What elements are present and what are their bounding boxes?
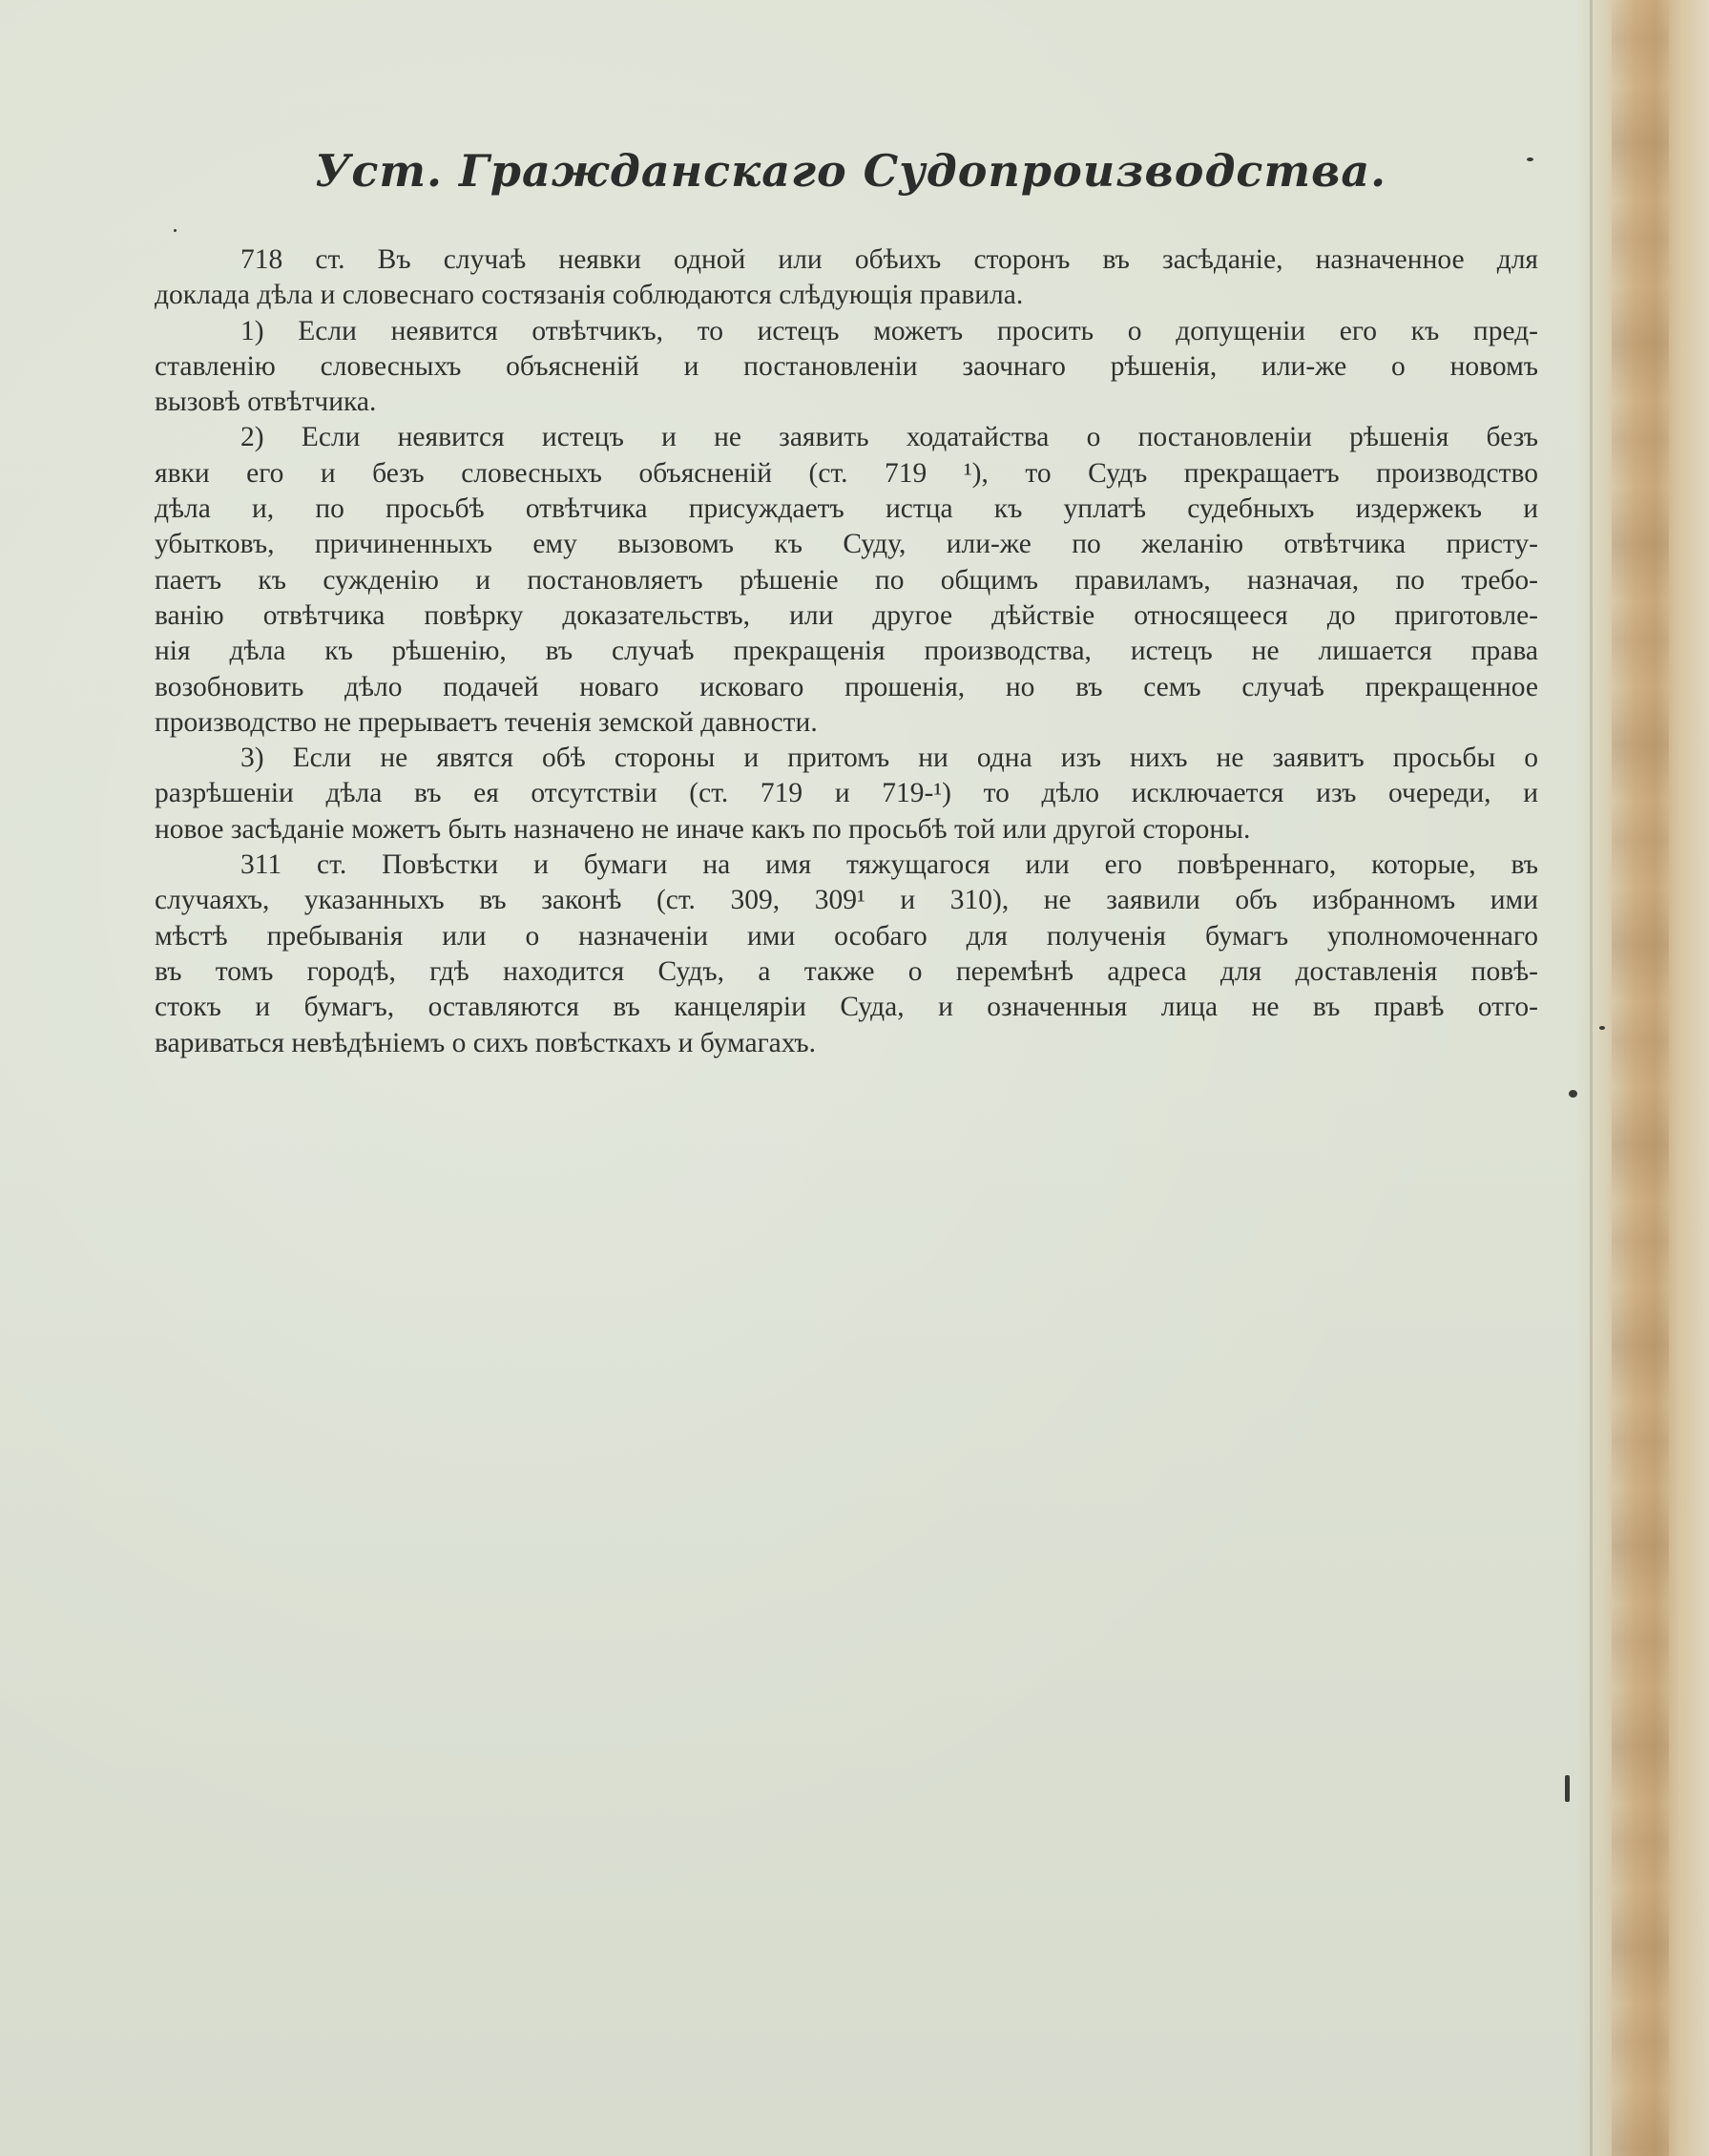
text-line: дѣла и, по просьбѣ отвѣтчика присуждаетъ истца къ уплатѣ судебныхъ издержекъ и <box>155 493 1538 525</box>
text-line: 2) Если неявится истецъ и не заявить ходатайства о постановленіи рѣшенія безъ <box>240 422 1538 453</box>
ink-speck <box>1565 1775 1570 1802</box>
document-heading: Уст. Гражданскаго Судопроизводства. <box>315 145 1387 197</box>
text-line: ставленію словесныхъ объясненій и постановленіи заочнаго рѣшенія, или-же о новомъ <box>155 350 1538 382</box>
text-line: явки его и безъ словесныхъ объясненій (ст. 719 ¹), то Судъ прекращаетъ производство <box>155 457 1538 489</box>
text-line: производство не прерываетъ теченія земской давности. <box>155 706 818 738</box>
aged-edge-stain <box>1575 0 1709 2156</box>
text-line: 1) Если неявится отвѣтчикъ, то истецъ можетъ просить о допущеніи его къ пред- <box>240 315 1538 346</box>
text-line: 718 ст. Въ случаѣ неявки одной или обѣихъ сторонъ въ засѣданіе, назначенное для <box>240 244 1538 275</box>
text-line: нія дѣла къ рѣшенію, въ случаѣ прекращенія производства, истецъ не лишается права <box>155 636 1538 667</box>
ink-speck <box>174 229 177 232</box>
paragraph-rule-2 <box>155 420 1538 741</box>
text-line: ванію отвѣтчика повѣрку доказательствъ, или другое дѣйствіе относящееся до приготовле- <box>155 599 1538 631</box>
paragraph-718 <box>155 242 1538 314</box>
text-line: новое засѣданіе можетъ быть назначено не иначе какъ по просьбѣ той или другой стороны. <box>155 813 1251 845</box>
ink-speck <box>1527 157 1533 161</box>
ink-speck <box>1569 1090 1577 1098</box>
text-line: убытковъ, причиненныхъ ему вызовомъ къ Суду, или-же по желанію отвѣтчика присту- <box>155 529 1538 560</box>
paragraph-rule-3 <box>155 741 1538 848</box>
paragraph-311 <box>155 848 1538 1061</box>
text-line: вариваться невѣдѣніемъ о сихъ повѣсткахъ и бумагахъ. <box>155 1027 817 1058</box>
document-body <box>155 242 1538 1061</box>
text-line: 3) Если не явятся обѣ стороны и притомъ ни одна изъ нихъ не заявитъ просьбы о <box>240 743 1538 774</box>
page-fold-line <box>1590 0 1593 2156</box>
text-line: 311 ст. Повѣстки и бумаги на имя тяжущагося или его повѣреннаго, которые, въ <box>240 849 1538 881</box>
text-line: стокъ и бумагъ, оставляются въ канцеляріи Суда, и означенныя лица не въ правѣ отго- <box>155 992 1538 1023</box>
text-line: вызовѣ отвѣтчика. <box>155 387 377 418</box>
text-line: случаяхъ, указанныхъ въ законѣ (ст. 309, 309¹ и 310), не заявили объ избранномъ ими <box>155 885 1538 916</box>
paragraph-rule-1 <box>155 314 1538 421</box>
text-line: доклада дѣла и словеснаго состязанія соблюдаются слѣдующія правила. <box>155 280 1024 311</box>
text-line: разрѣшеніи дѣла въ ея отсутствіи (ст. 719 и 719-¹) то дѣло исключается изъ очереди, и <box>155 778 1538 809</box>
text-line: въ томъ городѣ, гдѣ находится Судъ, а также о перемѣнѣ адреса для доставленія повѣ- <box>155 955 1538 987</box>
text-line: мѣстѣ пребыванія или о назначеніи ими особаго для полученія бумагъ уполномоченнаго <box>155 920 1538 952</box>
ink-speck <box>1599 1026 1605 1030</box>
text-line: возобновить дѣло подачей новаго исковаго прошенія, но въ семъ случаѣ прекращенное <box>155 671 1538 702</box>
text-line: паетъ къ сужденію и постановляетъ рѣшеніе по общимъ правиламъ, назначая, по требо- <box>155 564 1538 596</box>
